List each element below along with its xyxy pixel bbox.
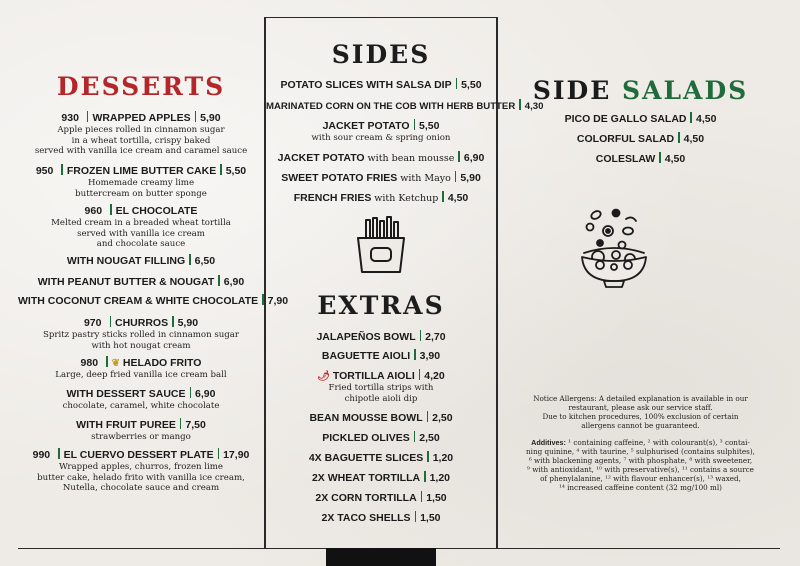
side-item (266, 78, 496, 92)
item-price: 1,20 (429, 472, 451, 484)
item-price: 6,90 (195, 388, 216, 400)
item-description: with sour cream & spring onion (311, 133, 451, 143)
item-number: 970 (83, 317, 102, 329)
extra-item (266, 511, 496, 525)
item-name: FRENCH FRIES (293, 192, 372, 204)
item-name: 2X WHEAT TORTILLA (311, 472, 421, 484)
item-price: 17,90 (223, 449, 250, 461)
item-price: 6,50 (194, 255, 216, 267)
item-description: Homemade creamy lime buttercream on butter sponge (75, 178, 207, 199)
title-side: SIDE (532, 76, 612, 105)
item-price: 5,50 (419, 120, 440, 132)
title-salads: SALADS (622, 76, 749, 105)
item-name: COLESLAW (595, 153, 656, 165)
item-price: 2,50 (432, 412, 453, 424)
item-name: TORTILLA AIOLI (332, 370, 415, 382)
additives-label: Additives: (531, 438, 566, 447)
dessert-item (18, 418, 264, 443)
item-name: MARINATED CORN ON THE COB WITH HERB BUTTER (266, 101, 516, 112)
side-item (266, 151, 496, 165)
item-name: WITH PEANUT BUTTER & NOUGAT (37, 276, 215, 288)
item-price: 5,90 (460, 172, 481, 184)
sides-title: SIDES (331, 40, 431, 69)
item-name: POTATO SLICES WITH SALSA DIP (280, 79, 452, 91)
item-price: 5,50 (461, 79, 482, 91)
fries-icon (354, 216, 408, 279)
item-price: 7,50 (185, 419, 206, 431)
item-name: BAGUETTE AIOLI (321, 350, 411, 362)
item-description: Melted cream in a breaded wheat tortilla served with vanilla ice cream and chocolate sauce (51, 218, 231, 250)
item-name: CHURROS (115, 317, 169, 329)
item-price: 3,90 (419, 350, 441, 362)
side-salads-title (498, 76, 783, 106)
item-name: 2X TACO SHELLS (321, 512, 411, 524)
item-name: BEAN MOUSSE BOWL (309, 412, 423, 424)
extra-item (266, 369, 496, 404)
item-variant: with Mayo (400, 173, 451, 184)
salad-item (498, 132, 783, 146)
dessert-item (18, 254, 264, 268)
item-name: JALAPEÑOS BOWL (316, 331, 416, 343)
item-description: Spritz pastry sticks rolled in cinnamon sugar with hot nougat cream (42, 330, 240, 351)
item-number: 960 (84, 205, 103, 217)
footer-tab (326, 548, 436, 566)
leaf-icon: ❦ (111, 358, 120, 369)
allergen-notice: Notice Allergens: A detailed explanation is available in our restaurant, please ask our service staff. Due to kitchen procedures, 100% exclusion of certain allergens cannot be guaranteed. (533, 394, 748, 430)
item-price: 2,70 (425, 331, 446, 343)
dessert-item (18, 448, 264, 494)
salad-bowl-icon (578, 207, 650, 294)
item-price: 5,50 (225, 165, 247, 177)
extra-item (266, 411, 496, 425)
item-price: 4,50 (664, 153, 686, 165)
item-price: 6,90 (463, 152, 485, 164)
extra-item (266, 330, 496, 344)
item-name: JACKET POTATO (277, 152, 365, 164)
item-variant: with bean mousse (367, 153, 455, 164)
item-variant: with Ketchup (374, 193, 439, 204)
item-price: 1,50 (420, 512, 441, 524)
side-item (266, 171, 496, 185)
extra-item (266, 471, 496, 485)
item-price: 5,90 (200, 112, 221, 124)
item-price: 5,90 (177, 317, 199, 329)
item-price: 4,50 (447, 192, 469, 204)
extras-title: EXTRAS (317, 291, 445, 320)
column-divider-left (264, 17, 266, 549)
extra-item (266, 491, 496, 505)
dessert-item (18, 275, 264, 289)
dessert-item (18, 387, 264, 412)
side-item (266, 99, 544, 113)
extra-item (266, 451, 496, 465)
item-name: WITH COCONUT CREAM & WHITE CHOCOLATE (18, 295, 259, 307)
item-name: EL CUERVO DESSERT PLATE (63, 449, 214, 461)
item-price: 4,20 (424, 370, 445, 382)
item-price: 4,50 (695, 113, 717, 125)
item-price: 7,90 (267, 295, 289, 307)
item-name: WRAPPED APPLES (92, 112, 191, 124)
item-number: 980 (80, 357, 99, 369)
item-price: 1,50 (426, 492, 447, 504)
desserts-title: DESSERTS (56, 72, 226, 101)
item-name: HELADO FRITO (122, 357, 202, 369)
item-description: chocolate, caramel, white chocolate (62, 401, 220, 411)
item-description: Wrapped apples, churros, frozen lime butter cake, helado frito with vanilla ice cream, Nutella, chocolate sauce and cream (37, 462, 245, 494)
extra-item (266, 349, 496, 363)
dessert-item (18, 164, 264, 199)
item-price: 6,90 (223, 276, 245, 288)
item-price: 4,50 (683, 133, 705, 145)
item-name: 2X CORN TORTILLA (315, 492, 417, 504)
item-name: EL CHOCOLATE (115, 205, 198, 217)
item-name: 4X BAGUETTE SLICES (308, 452, 424, 464)
dessert-item (18, 294, 289, 308)
item-number: 930 (61, 112, 79, 124)
dessert-item (18, 356, 264, 381)
item-description: Apple pieces rolled in cinnamon sugar in a wheat tortilla, crispy baked served with vanilla ice cream and caramel sauce (34, 125, 248, 157)
side-item (266, 119, 496, 144)
item-name: PICO DE GALLO SALAD (564, 113, 687, 125)
dessert-item (18, 204, 264, 250)
item-name: JACKET POTATO (322, 120, 410, 132)
item-name: WITH FRUIT PUREE (76, 419, 176, 431)
dessert-item (18, 111, 264, 157)
item-name: WITH DESSERT SAUCE (66, 388, 186, 400)
side-item (266, 191, 496, 205)
additives-notice: Additives: ¹ containing caffeine, ² with colourant(s), ³ contai- ning quinine, ⁴ with taurine, ⁵ sulphurised (contains sulphites), ⁶ with blackening agents, ⁷ with phosphate, ⁸ with sweetener, ⁹ with antioxidant, ¹⁰ with preservative(s), ¹¹ contains a source of phenylalanine, ¹² with flavour enhancer(s), ¹³ waxed, ¹⁴ increased caffeine content (32 mg/100 ml) (526, 438, 755, 492)
item-number: 950 (35, 165, 54, 177)
item-name: FROZEN LIME BUTTER CAKE (66, 165, 217, 177)
item-price: 4,30 (524, 101, 544, 112)
item-name: SWEET POTATO FRIES (281, 172, 398, 184)
item-description: Large, deep fried vanilla ice cream ball (55, 370, 227, 380)
extra-item (266, 431, 496, 445)
item-description: Fried tortilla strips with chipotle aioli dip (328, 383, 434, 404)
item-name: COLORFUL SALAD (576, 133, 675, 145)
item-description: strawberries or mango (91, 432, 191, 442)
item-number: 990 (32, 449, 51, 461)
item-price: 2,50 (419, 432, 440, 444)
item-name: PICKLED OLIVES (322, 432, 410, 444)
salad-item (498, 152, 783, 166)
top-rule (264, 17, 498, 18)
item-price: 1,20 (432, 452, 454, 464)
item-name: WITH NOUGAT FILLING (66, 255, 186, 267)
dessert-item (18, 316, 264, 351)
salad-item (498, 112, 783, 126)
chili-pepper-icon: 🌶 (317, 371, 330, 382)
